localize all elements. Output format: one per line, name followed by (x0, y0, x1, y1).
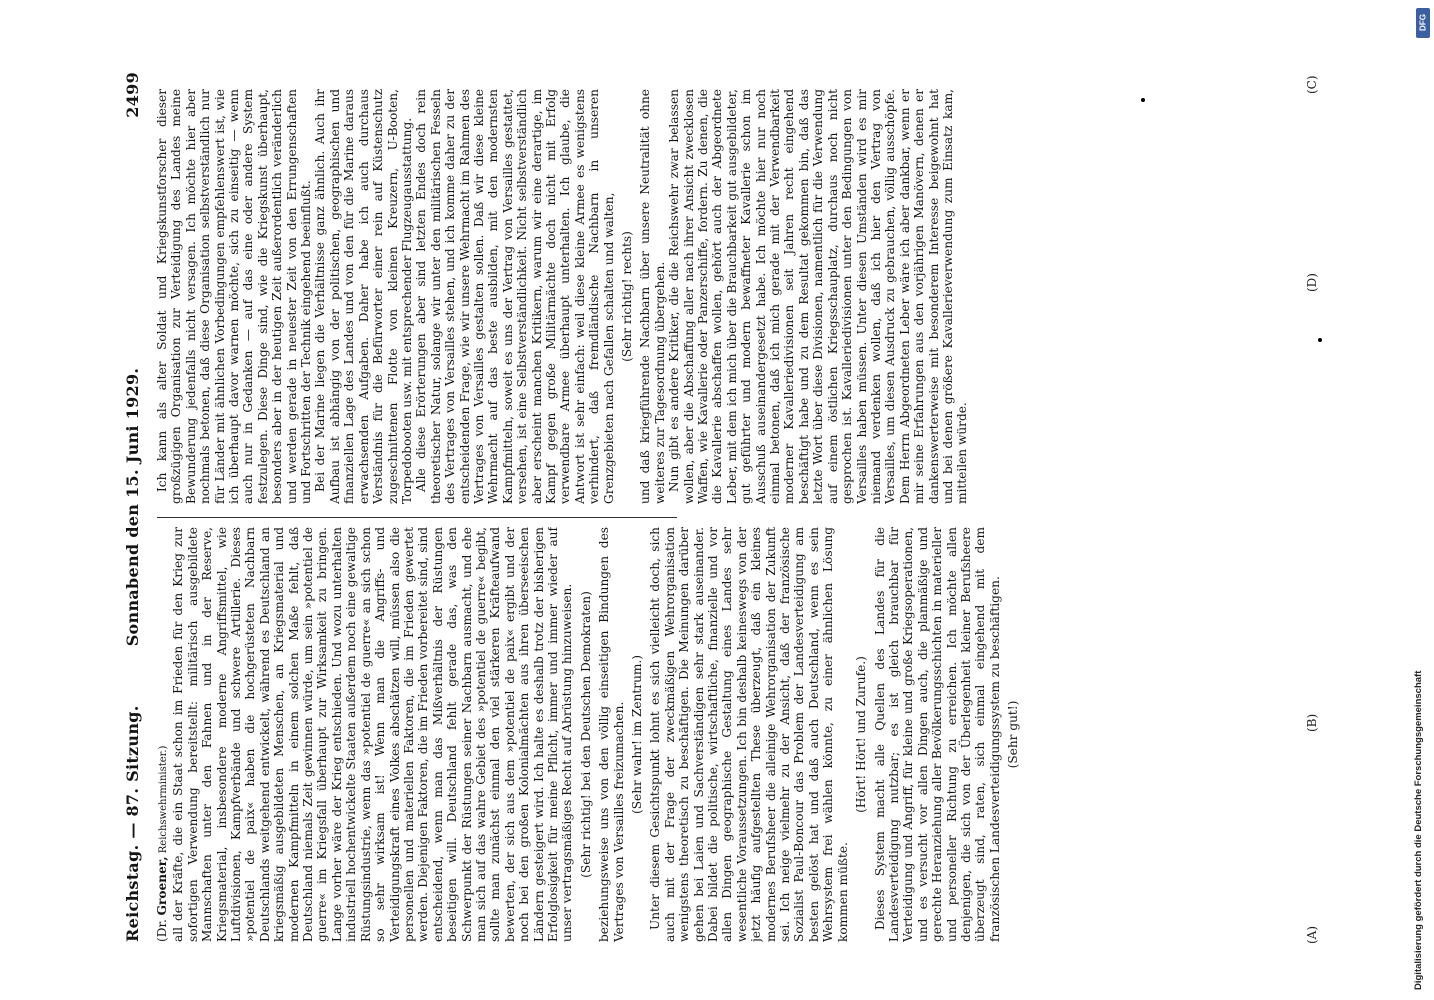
margin-letter-b: (B) (1305, 713, 1319, 732)
speech-paragraph: Dieses System macht alle Quellen des Landes für die Landesverteidigung nutzbar; es ist gleich brauchbar für Verteidigung und Angriff, für kleine und große Kriegsoperationen, und es versucht vor allen Dingen auch, die planmäßige und gerechte Heranziehung aller Bevölkerungsschichten in materieller und personeller Richtung zu erreichen. Ich möchte allen denjenigen, die sich von der Überlegenheit kleiner Berufsheere überzeugt sind, raten, sich einmal eingehend mit dem französischen Landesverteidigungssystem zu beschäftigen. (872, 527, 1002, 942)
margin-letter-a: (A) (1305, 925, 1319, 944)
speaker-role: Reichswehrminister.) (158, 745, 169, 857)
speaker-prefix: (Dr. (155, 915, 169, 942)
document-page (117, 72, 1327, 942)
margin-letter-d: (D) (1305, 273, 1319, 292)
speaker-line (155, 527, 171, 942)
dfg-logo-text: DFG (1418, 14, 1428, 31)
speech-paragraph: Ich kann als alter Soldat und Kriegskunstforscher dieser großzügigen Organisation zur Verteidigung des Landes meine Bewunderung jedenfalls nicht versagen. Ich möchte hier aber nochmals betonen, daß diese Organisation selbstverständlich nur für Länder mit ähnlichen Vorbedingungen empfehlenswert ist, wie ich überhaupt davor warnen möchte, sich zu einseitig — wenn auch nur in Gedanken — auf das eine oder andere System festzulegen. Diese Dinge sind, wie die Kriegskunst überhaupt, besonders aber in der heutigen Zeit außerordentlich veränderlich und werden gerade in neuester Zeit von den Errungenschaften und Fortschritten der Technik eingehend beeinflußt. (155, 89, 314, 504)
interjection: (Sehr richtig! bei den Deutschen Demokraten) (578, 591, 593, 878)
interjection: (Sehr wahr! im Zentrum.) (630, 655, 644, 815)
page-number: 2499 (123, 72, 142, 118)
interjection: (Sehr richtig! rechts) (620, 231, 634, 362)
speech-paragraph: Alle diese Erörterungen aber sind letzten Endes doch rein theoretischer Natur, solange wir unter den militärischen Fesseln des Vertrages von Versailles stehen, und ich komme daher zu der entscheidenden Frage, wie wir unsere Wehrmacht im Rahmen des Vertrages von Versailles gestalten sollen. Daß wir diese kleine Wehrmacht auf das beste ausbilden, mit den modernsten Kampfmitteln, soweit es uns der Vertrag von Versailles gestattet, versehen, ist eine Selbstverständlichkeit. Nicht selbstverständlich aber erscheint manchen Kritikern, warum wir eine derartige, im Kampf gegen große Militärmächte doch nicht mit Erfolg verwendbare Armee überhaupt unterhalten. Ich glaube, die Antwort ist sehr einfach: weil diese kleine Armee es wenigstens verhindert, daß fremdländische Nachbarn in unseren Grenzgebieten nach Gefallen schalten und walten, (414, 89, 616, 504)
interjection: (Hört! Hört! und Zurufe.) (854, 656, 869, 813)
speech-paragraph: all der Kräfte, die ein Staat schon im Frieden für den Krieg zur sofortigen Verwendung bereitstellt: militärisch ausgebildete Mannschaften unter den Fahnen und in der Reserve, Kriegsmaterial, insbesondere moderne Angriffsmittel, wie Luftdivisionen, Kampfverbände und schwere Artillerie. Dieses »potentiel de paix« haben die hochgerüsteten Nachbarn Deutschlands weitgehend entwickelt, während es Deutschland an kriegsmäßig ausgebildeten Menschen, an Kriegsmaterial und modernen Kampfmitteln in einem solchen Maße fehlt, daß Deutschland niemals Zeit gewinnen würde, um sein »potentiel de guerre« im Kriegsfall überhaupt zur Wirksamkeit zu bringen. Lange vorher wäre der Krieg entschieden. Und wozu unterhalten industriell hochentwickelte Staaten außerdem noch eine gewaltige Rüstungsindustrie, wenn das »potentiel de guerre« an sich schon so sehr wirksam ist! Wenn man die Angriffs- und Verteidigungskraft eines Volkes abschätzen will, müssen also die personellen und materiellen Faktoren, die im Frieden gewertet werden. Diejenigen Faktoren, die im Frieden vorbereitet sind, sind entscheidend, wenn man das Mißverhältnis der Rüstungen beseitigen will. Deutschland fehlt gerade das, was den Schwerpunkt der Rüstungen seiner Nachbarn ausmacht, und ehe man sich auf das wahre Gebiet des »potentiel de guerre« begibt, sollte man zunächst einmal den viel stärkeren Kräfteaufwand bewerten, der sich aus dem »potentiel de paix« ergibt und der noch bei den großen Kolonialmächten aus ihren überseeischen Ländern gesteigert wird. Ich halte es deshalb trotz der bisherigen Erfolglosigkeit für meine Pflicht, immer und immer wieder auf unser vertragsmäßiges Recht auf Abrüstung hinzuweisen. (171, 527, 575, 942)
header-date: Sonnabend den 15. Juni 1929. (123, 367, 142, 647)
page-header (117, 72, 151, 942)
speech-paragraph: Nun gibt es andere Kritiker, die die Reichswehr zwar belassen wollen, aber die Abschaffung aller nach ihrer Ansicht zwecklosen Waffen, wie Kavallerie oder Panzerschiffe, fordern. Zu denen, die die Kavallerie abschaffen wollen, gehört auch der Abgeordnete Leber, mit dem ich mich über die Brauchbarkeit gut ausgebildeter, gut geführter und modern bewaffneter Kavallerie schon im Ausschuß auseinandergesetzt habe. Ich möchte hier nur noch einmal betonen, daß ich mich gerade mit der Verwendbarkeit moderner Kavalleriedivisionen seit Jahren recht eingehend beschäftigt habe und zu dem Resultat gekommen bin, daß das letzte Wort über diese Divisionen, namentlich für die Verwendung auf einem östlichen Kriegsschauplatz, durchaus noch nicht gesprochen ist. Kavalleriedivisionen unter den Bedingungen von Versailles haben müssen. Unter diesen Umständen wird es mir niemand verdenken wollen, daß ich hier den Vertrag von Versailles, um diesen Ausdruck zu gebrauchen, völlig ausschöpfe. Dem Herrn Abgeordneten Leber wäre ich aber dankbar, wenn er mir seine Erfahrungen aus den vorjährigen Manövern, denen er dankenswerterweise mit besonderem Interesse beigewohnt hat und bei denen größere Kavallerieverwendung zum Einsatz kam, mitteilen würde. (667, 89, 970, 504)
left-column (155, 527, 1305, 942)
right-column (155, 89, 1305, 504)
scan-speck (1141, 98, 1145, 102)
column-divider (157, 517, 677, 518)
header-session: Reichstag. — 87. Sitzung. (123, 705, 142, 942)
speech-paragraph: Unter diesem Gesichtspunkt lohnt es sich vielleicht doch, sich auch mit der Frage der zweckmäßigen Wehrorganisation wenigstens theoretisch zu beschäftigen. Die Meinungen darüber gehen bei Laien und Sachverständigen sehr stark auseinander. Dabei bildet die politische, wirtschaftliche, finanzielle und vor allen Dingen geographische Gestaltung eines Landes sehr wesentliche Voraussetzungen. Ich bin deshalb keineswegs von der jetzt häufig aufgestellten These überzeugt, daß ein kleines modernes Berufsheer die alleinige Wehrorganisation der Zukunft sei. Ich neige vielmehr zu der Ansicht, daß der französische Sozialist Paul-Boncour das Problem der Landesverteidigung am besten gelöst hat und daß auch Deutschland, wenn es sein Wehrsystem frei wählen könnte, zu einer ähnlichen Lösung kommen müßte. (648, 527, 850, 942)
scan-speck (1318, 338, 1322, 342)
speaker-name: Groener, (155, 856, 169, 916)
dfg-logo (1416, 8, 1430, 38)
speech-paragraph: und daß kriegführende Nachbarn über unsere Neutralität ohne weiteres zur Tagesordnung übergehen. (638, 89, 667, 504)
interjection: (Sehr gut!) (1006, 700, 1021, 769)
speech-paragraph: beziehungsweise uns von den völlig einseitigen Bindungen des Vertrages von Versailles freizumachen. (597, 527, 626, 942)
margin-letter-c: (C) (1305, 75, 1319, 94)
speech-paragraph: Bei der Marine liegen die Verhältnisse ganz ähnlich. Auch ihr Aufbau ist abhängig von der politischen, geographischen und finanziellen Lage des Landes und von den für die Marine daraus erwachsenden Aufgaben. Daher habe ich auch durchaus Verständnis für die Befürworter einer rein auf Küstenschutz zugeschnittenen Flotte von kleinen Kreuzern, U-Booten, Torpedobooten usw. mit entsprechender Flugzeugausstattung. (313, 89, 414, 504)
digitization-credit: Digitalisierung gefördert durch die Deutsche Forschungsgemeinschaft (1413, 670, 1424, 990)
